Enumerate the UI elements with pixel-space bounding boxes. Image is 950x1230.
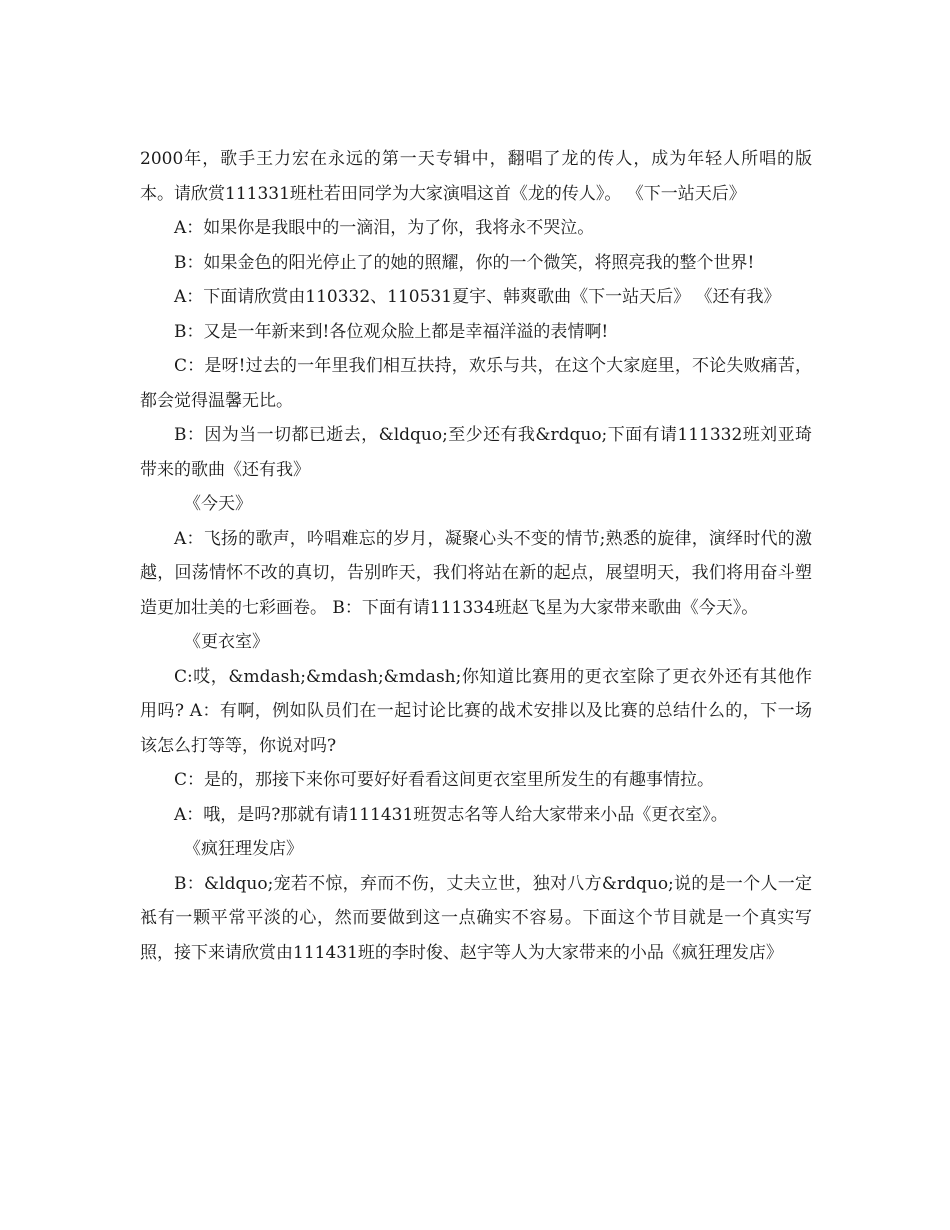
paragraph: B：如果金色的阳光停止了的她的照耀，你的一个微笑，将照亮我的整个世界! <box>174 252 755 273</box>
paragraph: C：是呀!过去的一年里我们相互扶持，欢乐与共，在这个大家庭里，不论失败痛苦，都会觉得温馨无比。 <box>140 356 812 411</box>
paragraph: B：&ldquo;宠若不惊，弃而不伤，丈夫立世，独对八方&rdquo;说的是一个人一定袛有一颗平常平淡的心，然而要做到这一点确实不容易。下面这个节目就是一个真实写照，接下来请欣赏由111431班的李时俊、赵宇等人为大家带来的小品《疯狂理发店》 <box>140 873 812 963</box>
paragraph: B：因为当一切都已逝去，&ldquo;至少还有我&rdquo;下面有请111332班刘亚琦带来的歌曲《还有我》 <box>140 425 812 480</box>
section-heading: 《更衣室》 <box>184 632 269 652</box>
section-heading: 《今天》 <box>184 494 252 514</box>
document-body <box>140 142 812 970</box>
paragraph: A：哦，是吗?那就有请111431班贺志名等人给大家带来小品《更衣室》。 <box>174 804 728 825</box>
paragraph: 2000年，歌手王力宏在永远的第一天专辑中，翻唱了龙的传人，成为年轻人所唱的版本。请欣赏111331班杜若田同学为大家演唱这首《龙的传人》。 《下一站天后》 <box>140 149 812 204</box>
paragraph: C：是的，那接下来你可要好好看看这间更衣室里所发生的有趣事情拉。 <box>174 770 715 790</box>
section-heading: 《疯狂理发店》 <box>184 839 303 859</box>
paragraph: A：飞扬的歌声，吟唱难忘的岁月，凝聚心头不变的情节;熟悉的旋律，演绎时代的激越，回荡情怀不改的真切，告别昨天，我们将站在新的起点，展望明天，我们将用奋斗塑造更加壮美的七彩画卷。 B：下面有请111334班赵飞星为大家带来歌曲《今天》。 <box>140 528 812 618</box>
paragraph: B：又是一年新来到!各位观众脸上都是幸福洋溢的表情啊! <box>174 321 609 342</box>
paragraph: A：如果你是我眼中的一滴泪，为了你，我将永不哭泣。 <box>174 218 595 238</box>
paragraph: C:哎，&mdash;&mdash;&mdash;你知道比赛用的更衣室除了更衣外还有其他作用吗? A：有啊，例如队员们在一起讨论比赛的战术安排以及比赛的总结什么的，下一场该怎么打等等，你说对吗? <box>140 666 812 756</box>
paragraph: A：下面请欣赏由110332、110531夏宇、韩爽歌曲《下一站天后》 《还有我》 <box>174 287 781 307</box>
